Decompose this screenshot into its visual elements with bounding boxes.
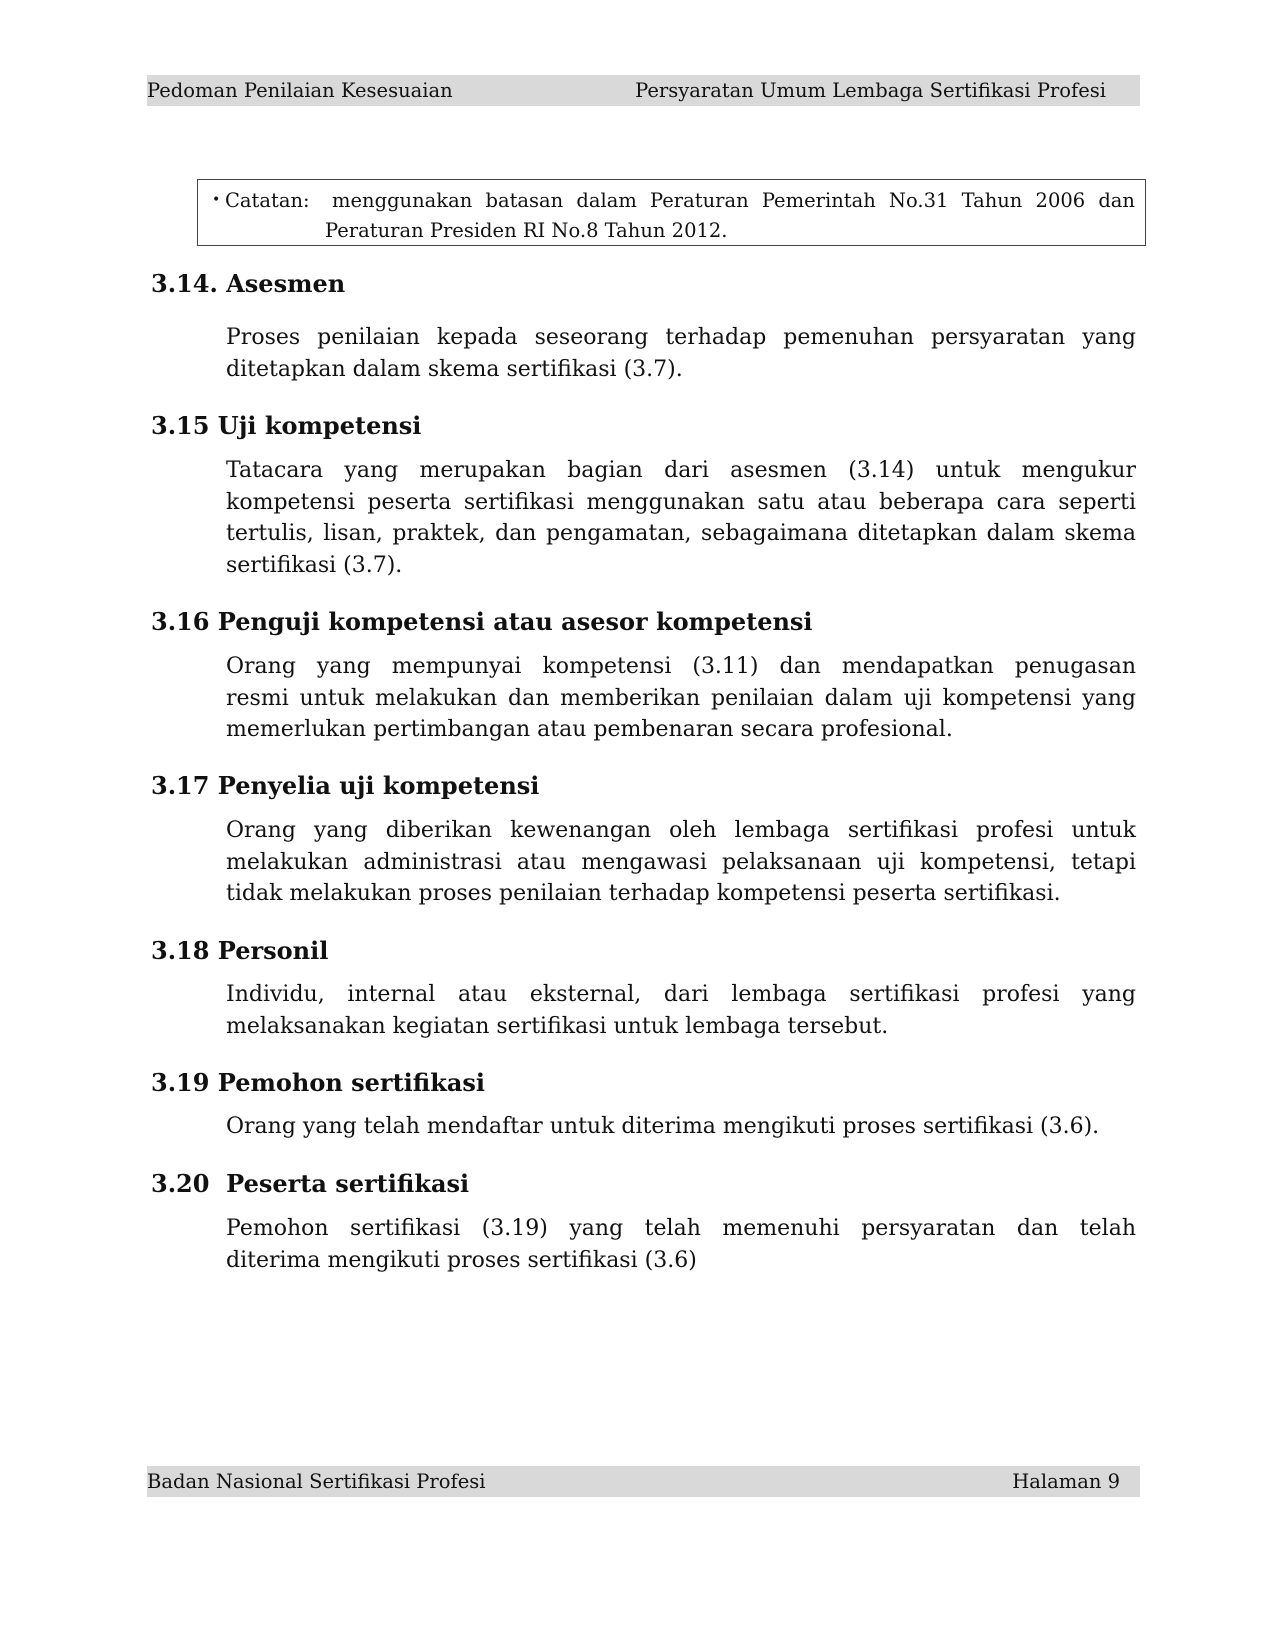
note-line-2: Peraturan Presiden RI No.8 Tahun 2012. [325, 219, 728, 242]
body-line: Orang yang telah mendaftar untuk diterima mengikuti proses sertifikasi (3.6). [226, 1114, 1100, 1139]
note-line-1: menggunakan batasan dalam Peraturan Pemerintah No.31 Tahun 2006 dan [332, 189, 1135, 212]
note-label: Catatan: [225, 189, 310, 212]
section-heading-3-20: 3.20 Peserta sertifikasi [151, 1169, 470, 1198]
section-heading-3-16: 3.16 Penguji kompetensi atau asesor kompetensi [151, 607, 813, 636]
body-line: Individu, internal atau eksternal, dari lembaga sertifikasi profesi yang [226, 982, 1136, 1007]
section-heading-3-17: 3.17 Penyelia uji kompetensi [151, 771, 540, 800]
section-body-3-18 [226, 979, 1136, 1042]
section-body-3-15 [226, 455, 1136, 581]
body-line: ditetapkan dalam skema sertifikasi (3.7). [226, 356, 683, 382]
section-heading-3-19: 3.19 Pemohon sertifikasi [151, 1068, 486, 1097]
body-line: memerlukan pertimbangan atau pembenaran secara profesional. [226, 717, 953, 742]
body-line: Pemohon sertifikasi (3.19) yang telah memenuhi persyaratan dan telah [226, 1216, 1136, 1241]
section-heading-3-18: 3.18 Personil [151, 936, 329, 965]
body-line: melakukan administrasi atau mengawasi pelaksanaan uji kompetensi, tetapi [226, 849, 1136, 875]
body-line: melaksanakan kegiatan sertifikasi untuk lembaga tersebut. [226, 1013, 889, 1039]
section-body-3-17 [226, 815, 1136, 910]
body-line: tertulis, lisan, praktek, dan pengamatan, sebagaimana ditetapkan dalam skema [226, 521, 1136, 546]
note-text [325, 186, 1135, 246]
section-body-3-19 [226, 1111, 1136, 1143]
body-line: Orang yang mempunyai kompetensi (3.11) dan mendapatkan penugasan [226, 654, 1136, 679]
bullet-icon: • [212, 192, 221, 208]
body-line: sertifikasi (3.7). [226, 552, 403, 578]
body-line: Proses penilaian kepada seseorang terhadap pemenuhan persyaratan yang [226, 325, 1136, 350]
note-box [197, 179, 1146, 246]
section-heading-3-14: 3.14. Asesmen [151, 269, 346, 298]
page-footer [147, 1466, 1140, 1497]
body-line: Orang yang diberikan kewenangan oleh lembaga sertifikasi profesi untuk [226, 818, 1136, 843]
body-line: resmi untuk melakukan dan memberikan penilaian dalam uji kompetensi yang [226, 685, 1136, 711]
section-body-3-16 [226, 651, 1136, 746]
body-line: Tatacara yang merupakan bagian dari asesmen (3.14) untuk mengukur [226, 458, 1136, 483]
body-line: kompetensi peserta sertifikasi menggunakan satu atau beberapa cara seperti [226, 489, 1136, 515]
section-body-3-20 [226, 1213, 1136, 1276]
section-body-3-14 [226, 322, 1136, 385]
footer-organization: Badan Nasional Sertifikasi Profesi [147, 1470, 486, 1493]
body-line: diterima mengikuti proses sertifikasi (3.6) [226, 1247, 697, 1273]
page-header [147, 75, 1140, 106]
section-heading-3-15: 3.15 Uji kompetensi [151, 411, 422, 440]
header-document-title: Pedoman Penilaian Kesesuaian [147, 79, 453, 102]
header-section-title: Persyaratan Umum Lembaga Sertifikasi Profesi [635, 79, 1106, 102]
page-number: Halaman 9 [1012, 1470, 1120, 1493]
body-line: tidak melakukan proses penilaian terhadap kompetensi peserta sertifikasi. [226, 881, 1061, 906]
